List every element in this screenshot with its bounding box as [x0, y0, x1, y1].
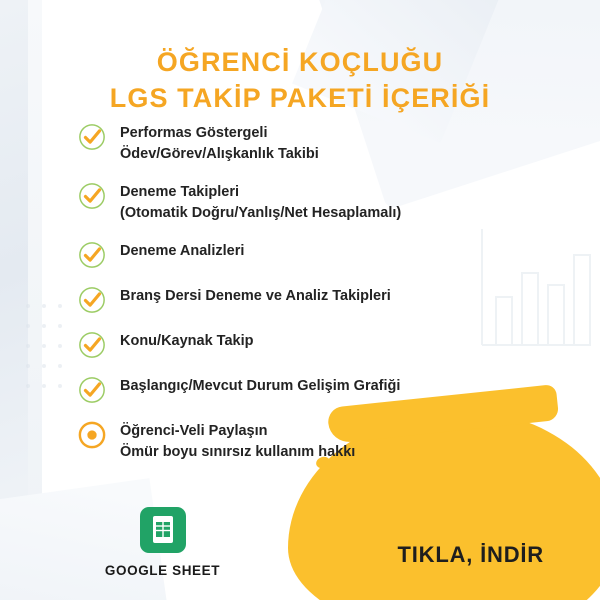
list-item: [78, 375, 548, 404]
list-item-line-2: Ödev/Görev/Alışkanlık Takibi: [120, 146, 319, 163]
check-icon: [78, 376, 106, 404]
list-item-line-1: Deneme Takipleri: [120, 184, 240, 201]
list-item-line-1: Deneme Analizleri: [120, 243, 245, 260]
list-item: [78, 240, 548, 269]
list-item: [78, 181, 548, 224]
check-icon: [78, 286, 106, 314]
feature-list: [78, 122, 548, 479]
check-icon: [78, 331, 106, 359]
list-item: [78, 122, 548, 165]
list-item-line-1: Konu/Kaynak Takip: [120, 333, 254, 350]
list-item-line-1: Performas Göstergeli: [120, 125, 268, 141]
cta-button[interactable]: TIKLA, İNDİR: [397, 542, 544, 567]
list-item: [78, 420, 548, 463]
list-item: [78, 285, 548, 314]
google-sheets-icon: [140, 507, 186, 553]
google-sheet-label: GOOGLE SHEET: [104, 563, 221, 578]
title-line-2: LGS TAKİP PAKETİ İÇERİĞİ: [109, 82, 491, 113]
list-item-line-2: (Otomatik Doğru/Yanlış/Net Hesaplamalı): [120, 205, 402, 222]
list-item-line-1: Başlangıç/Mevcut Durum Gelişim Grafiği: [120, 378, 401, 395]
background-dots-pattern: [22, 300, 82, 410]
check-icon: [78, 182, 106, 210]
check-icon: [78, 241, 106, 269]
list-item-line-2: Ömür boyu sınırsız kullanım hakkı: [120, 444, 356, 461]
google-sheet-badge[interactable]: [80, 507, 245, 578]
list-item: [78, 330, 548, 359]
target-icon: [78, 421, 106, 449]
list-item-line-1: Öğrenci-Veli Paylaşın: [120, 423, 268, 440]
title-line-1: ÖĞRENCİ KOÇLUĞU: [156, 47, 444, 77]
check-icon: [78, 123, 106, 151]
list-item-line-1: Branş Dersi Deneme ve Analiz Takipleri: [120, 288, 391, 305]
page-title: [0, 46, 600, 116]
